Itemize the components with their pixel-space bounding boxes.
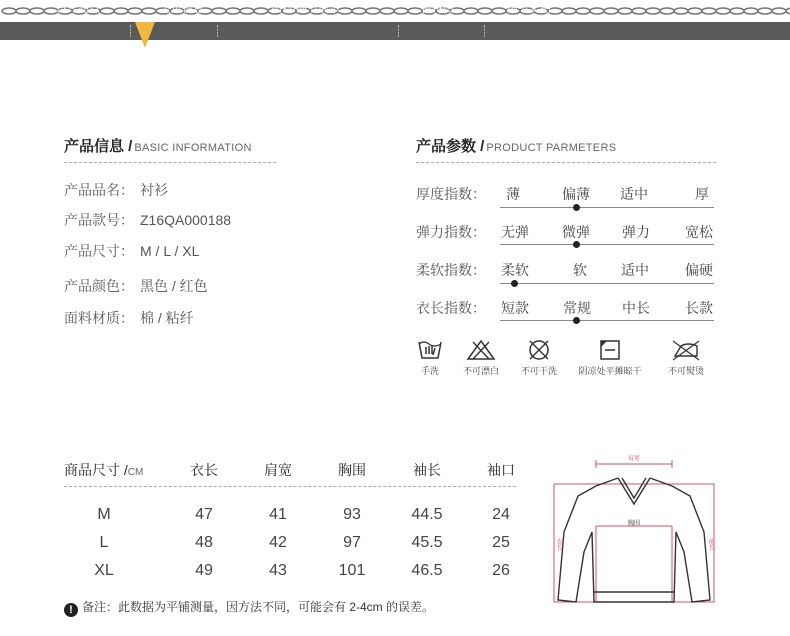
care-label: 不可漂白 [462, 366, 499, 376]
nav-item-model[interactable]: 模特图 [421, 3, 454, 15]
info-title-cn: 产品信息 / [64, 138, 133, 155]
no-iron-icon [671, 338, 701, 362]
param-scale-line [500, 283, 714, 284]
size-cell: 42 [269, 534, 287, 551]
info-row-material [64, 308, 194, 328]
chain-link [562, 8, 576, 14]
chain-link [492, 8, 506, 14]
info-value: Z16QA000188 [140, 212, 232, 228]
no-dry-clean-icon [526, 338, 552, 362]
param-scale-line [500, 320, 714, 321]
nav-divider [130, 25, 131, 37]
size-cell: 97 [343, 534, 361, 551]
param-option: 偏硬 [685, 262, 713, 278]
chain-link [646, 8, 660, 14]
param-option: 长款 [685, 300, 713, 316]
size-col-header: 袖长 [413, 462, 441, 478]
care-label: 阴凉处平摊晾干 [578, 366, 642, 376]
nav-item-detail-photos[interactable]: 细节实拍 [507, 3, 551, 15]
info-label: 面料材质： [64, 310, 134, 326]
chain-link [716, 8, 730, 14]
info-label: 产品品名： [64, 182, 134, 198]
care-label: 不可干洗 [520, 366, 557, 376]
care-no-iron [651, 338, 721, 377]
chain-link [772, 8, 786, 14]
warning-icon: ! [64, 603, 78, 617]
chain-link [114, 8, 128, 14]
size-cell: 101 [338, 562, 366, 579]
param-marker [573, 204, 580, 211]
chain-link [30, 8, 44, 14]
param-option: 柔软 [501, 262, 529, 278]
param-marker [573, 317, 580, 324]
chest-label: 胸围 [627, 521, 641, 527]
nav-divider [398, 25, 399, 37]
param-option: 适中 [621, 262, 649, 278]
chain-link [576, 8, 590, 14]
size-cell: 46.5 [411, 562, 443, 579]
size-cell-size: XL [94, 562, 114, 579]
size-cell: 26 [492, 562, 510, 579]
garment-diagram [548, 452, 720, 616]
size-cell: 48 [195, 534, 213, 551]
active-tab-indicator [135, 22, 155, 48]
size-cell-size: M [97, 506, 111, 523]
size-cell: 49 [195, 562, 213, 579]
info-label: 产品款号： [64, 212, 134, 228]
param-option: 宽松 [685, 224, 713, 240]
info-label: 产品尺寸： [64, 243, 134, 259]
params-title-en: PRODUCT PARMETERS [486, 142, 617, 154]
size-cell: 43 [269, 562, 287, 579]
chain-link [744, 8, 758, 14]
info-section-title [64, 135, 252, 156]
size-cell: 44.5 [411, 506, 443, 523]
note-text: 备注：此数据为平铺测量，因方法不同，可能会有 2-4cm 的误差。 [82, 600, 435, 614]
shoulder-label: 肩宽 [627, 456, 641, 462]
size-header-label: 商品尺寸 / [64, 462, 128, 478]
param-label-elasticity: 弹力指数： [416, 224, 486, 240]
size-cell: 41 [269, 506, 287, 523]
chain-link [338, 8, 352, 14]
param-label-thickness: 厚度指数： [416, 186, 486, 202]
care-no-dry-clean [504, 338, 574, 377]
care-shade-flat-dry [575, 338, 645, 377]
param-option: 中长 [622, 300, 650, 316]
size-cell: 93 [343, 506, 361, 523]
shade-flat-dry-icon [598, 338, 622, 362]
param-option: 无弹 [501, 224, 529, 240]
chain-link [674, 8, 688, 14]
chain-link [688, 8, 702, 14]
param-option: 短款 [501, 300, 529, 316]
chain-link [100, 8, 114, 14]
param-option: 微弹 [562, 224, 590, 240]
divider [64, 486, 516, 487]
chain-link [604, 8, 618, 14]
chain-link [226, 8, 240, 14]
nav-bar [0, 22, 790, 40]
info-value: 黑色 / 红色 [140, 278, 208, 294]
chain-link [590, 8, 604, 14]
chain-link [394, 8, 408, 14]
divider [64, 162, 276, 163]
chain-link [254, 8, 268, 14]
nav-divider [484, 25, 485, 37]
param-option: 厚 [695, 186, 709, 202]
info-row-code [64, 210, 231, 230]
hand-wash-icon [416, 338, 444, 362]
param-option: 弹力 [622, 224, 650, 240]
param-scale-line [500, 207, 714, 208]
length-label: 衣长 [555, 538, 561, 550]
chain-border [0, 0, 790, 22]
chain-link [786, 8, 790, 14]
info-value: 衬衫 [140, 182, 168, 198]
info-row-name [64, 180, 168, 200]
param-marker [511, 280, 518, 287]
param-option: 偏薄 [562, 186, 590, 202]
nav-item-design[interactable]: 设计亮点 [56, 3, 100, 15]
care-label: 手洗 [420, 366, 439, 376]
nav-item-product-info[interactable]: 宝贝信息 [160, 3, 204, 15]
measurement-guides [554, 460, 714, 602]
size-cell: 25 [492, 534, 510, 551]
chain-link [632, 8, 646, 14]
chain-link [352, 8, 366, 14]
size-cell-size: L [99, 534, 109, 551]
info-value: 棉 / 粘纤 [140, 310, 194, 326]
size-col-header: 肩宽 [264, 462, 292, 478]
sleeve-label: 袖长 [707, 538, 713, 550]
info-row-size [64, 241, 199, 261]
chain-link [212, 8, 226, 14]
param-option: 适中 [620, 186, 648, 202]
chain-link [464, 8, 478, 14]
nav-divider [217, 25, 218, 37]
chain-link [240, 8, 254, 14]
info-row-color [64, 276, 208, 296]
size-col-header: 胸围 [338, 462, 366, 478]
param-option: 常规 [563, 300, 591, 316]
chain-link [2, 8, 16, 14]
chain-link [16, 8, 30, 14]
no-bleach-icon [465, 338, 497, 362]
divider [416, 162, 716, 163]
sweater-outline [558, 478, 710, 602]
param-option: 薄 [506, 186, 520, 202]
param-marker [573, 241, 580, 248]
param-label-softness: 柔软指数： [416, 262, 486, 278]
size-header-unit: CM [127, 467, 144, 478]
param-option: 软 [573, 262, 587, 278]
size-cell: 24 [492, 506, 510, 523]
size-table-header [64, 460, 164, 480]
info-title-en: BASIC INFORMATION [134, 142, 252, 154]
chain-link [702, 8, 716, 14]
measurement-note [64, 598, 434, 617]
chain-link [408, 8, 422, 14]
size-col-header: 袖口 [487, 462, 515, 478]
chain-link [478, 8, 492, 14]
size-col-header: 衣长 [190, 462, 218, 478]
chain-link [366, 8, 380, 14]
param-scale-line [500, 244, 714, 245]
care-label: 不可熨烫 [667, 366, 704, 376]
chain-link [660, 8, 674, 14]
chain-link [730, 8, 744, 14]
params-section-title [416, 135, 616, 156]
info-value: M / L / XL [140, 243, 200, 259]
size-cell: 45.5 [411, 534, 443, 551]
chain-link [618, 8, 632, 14]
chain-link [142, 8, 156, 14]
size-cell: 47 [195, 506, 213, 523]
nav-item-fabric[interactable]: 面料/细节展示 [271, 3, 341, 15]
param-label-length: 衣长指数： [416, 300, 486, 316]
chain-link [128, 8, 142, 14]
chain-link [758, 8, 772, 14]
chain-link [380, 8, 394, 14]
params-title-cn: 产品参数 / [416, 138, 485, 155]
info-label: 产品颜色： [64, 278, 134, 294]
